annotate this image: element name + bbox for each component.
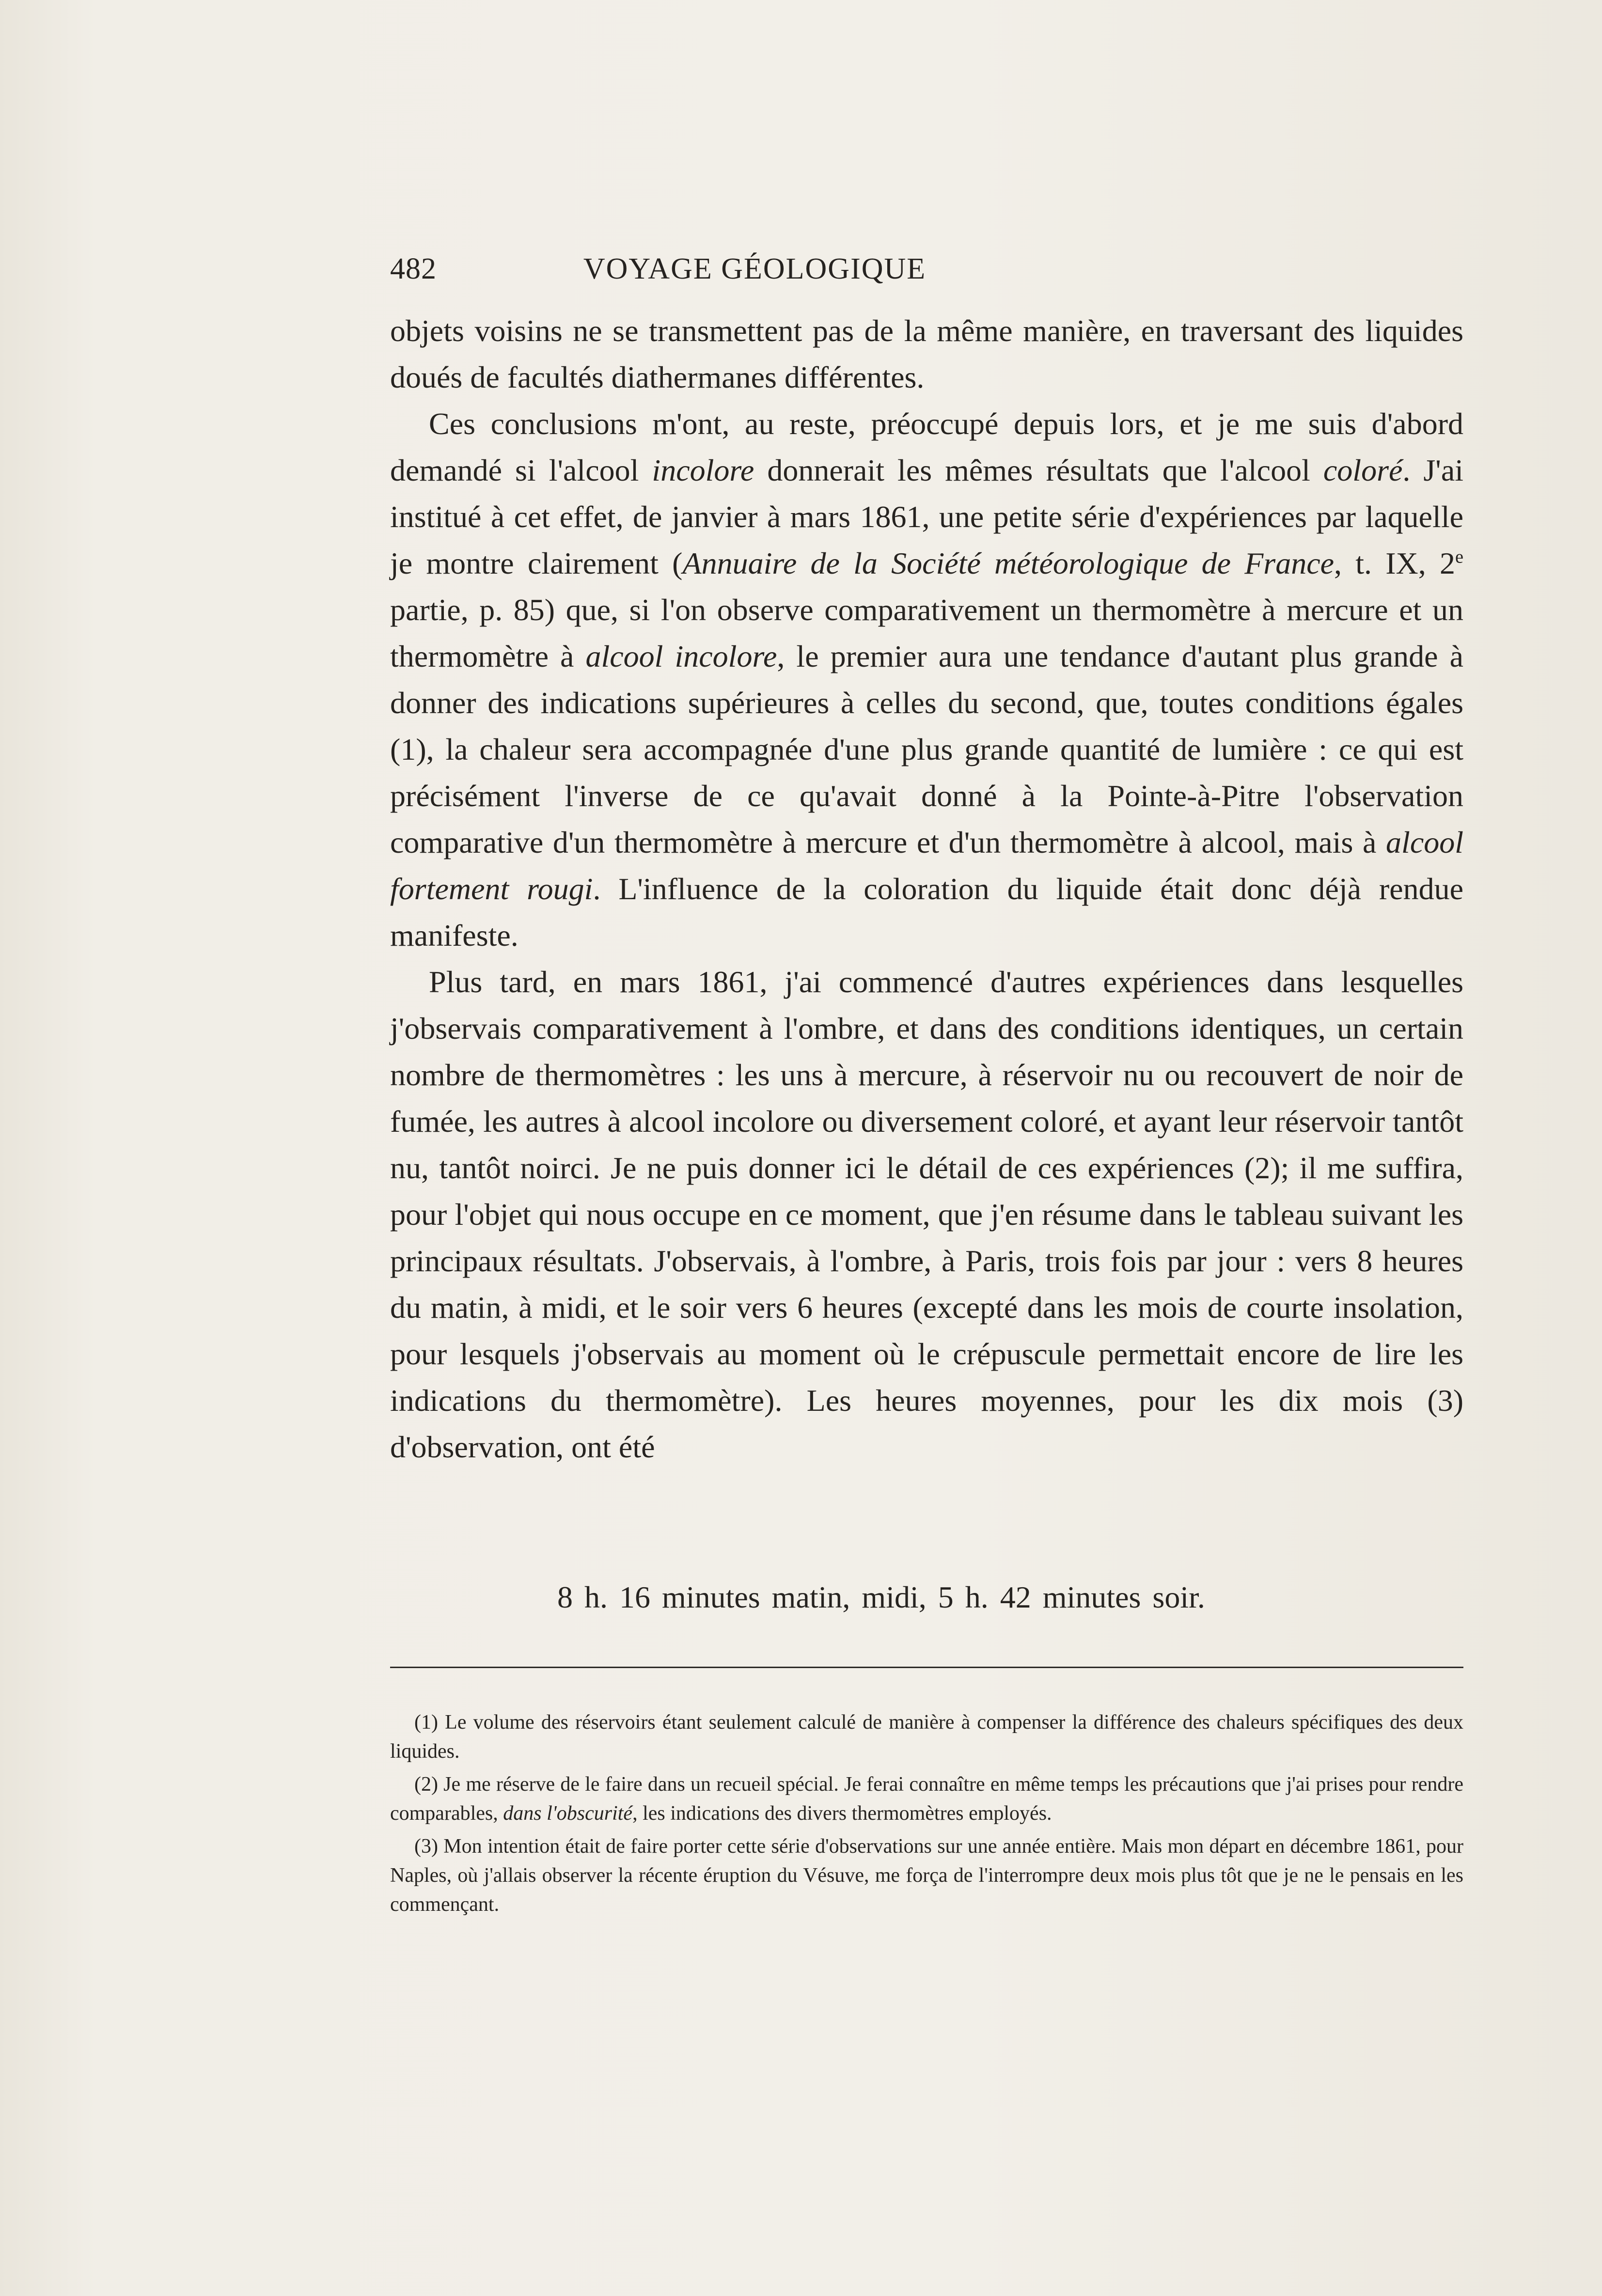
italic-text: dans l'obscurité: [503, 1802, 633, 1825]
italic-text: alcool incolore: [585, 639, 777, 673]
text-run: Ces conclusions m'ont, au reste, préoccupé depuis lors, et je me suis d'abord demandé si l'alcool: [390, 406, 1463, 487]
paragraph: [390, 308, 1463, 401]
footnote-rule: [390, 1667, 1463, 1668]
paragraph: [390, 401, 1463, 959]
text-run: partie, p. 85) que, si l'on observe comparativement un thermomètre à mercure et un thermomètre à: [390, 593, 1463, 673]
footnote: [390, 1708, 1463, 1766]
italic-text: alcool fortement rougi: [390, 825, 1463, 906]
text-run: . J'ai institué à cet effet, de janvier à mars 1861, une petite série d'expériences par laquelle je montre clairement (: [390, 453, 1464, 580]
text-run: Plus tard, en mars 1861, j'ai commencé d'autres expériences dans lesquelles j'observais comparativement à l'ombre, et dans des conditions identiques, un certain nombre de thermomètres : les uns à mercure, à réservoir nu ou recouvert de noir de fumée, les autres à alcool incolore ou diversement coloré, et ayant leur réservoir tantôt nu, tantôt noirci. Je ne puis donner ici le détail de ces expériences (2); il me suffira, pour l'objet qui nous occupe en ce moment, que j'en résume dans le tableau suivant les principaux résultats. J'observais, à l'ombre, à Paris, trois fois par jour : vers 8 heures du matin, à midi, et le soir vers 6 heures (excepté dans les mois de courte insolation, pour lesquels j'observais au moment où le crépuscule permettait encore de lire les indications du thermomètre). Les heures moyennes, pour les dix mois (3) d'observation, ont été: [390, 965, 1463, 1464]
text-run: (3) Mon intention était de faire porter cette série d'observations sur une année entière. Mais mon départ en décembre 1861, pour Naples, où j'allais observer la récente éruption du Vésuve, me força de l'interrompre deux mois plus tôt que je ne le pensais en les commençant.: [390, 1835, 1463, 1916]
body-text: [390, 308, 1463, 1470]
text-run: , le premier aura une tendance d'autant plus grande à donner des indications supérieures à celles du second, que, toutes conditions égales (1), la chaleur sera accompagnée d'une plus grande quantité de lumière : ce qui est précisément l'inverse de ce qu'avait donné à la Pointe-à-Pitre l'observation comparative d'un thermomètre à mercure et d'un thermomètre à alcool, mais à: [390, 639, 1464, 859]
footnote: [390, 1770, 1463, 1828]
page-number: 482: [390, 252, 437, 285]
italic-text: Annuaire de la Société météorologique de France: [682, 546, 1335, 580]
text-run: (2) Je me réserve de le faire dans un recueil spécial. Je ferai connaître en même temps les précautions que j'ai prises pour rendre comparables,: [390, 1773, 1463, 1825]
superscript: e: [1455, 547, 1464, 567]
footnotes: [390, 1708, 1463, 1923]
paragraph: [390, 959, 1463, 1470]
text-run: . L'influence de la coloration du liquide était donc déjà rendue manifeste.: [390, 872, 1464, 953]
running-head: VOYAGE GÉOLOGIQUE: [583, 252, 927, 285]
text-run: donnerait les mêmes résultats que l'alcool: [754, 453, 1323, 487]
footnote: [390, 1832, 1463, 1919]
page-header: [390, 252, 1100, 291]
text-run: objets voisins ne se transmettent pas de la même manière, en traversant des liquides doués de facultés diathermanes différentes.: [390, 313, 1463, 394]
text-run: , t. IX, 2: [1334, 546, 1455, 580]
times-line: 8 h. 16 minutes matin, midi, 5 h. 42 minutes soir.: [557, 1580, 1205, 1614]
italic-text: coloré: [1323, 453, 1403, 487]
text-run: , les indications des divers thermomètres employés.: [632, 1802, 1052, 1825]
italic-text: incolore: [652, 453, 754, 487]
text-run: (1) Le volume des réservoirs étant seulement calculé de manière à compenser la différence des chaleurs spécifiques des deux liquides.: [390, 1711, 1463, 1763]
